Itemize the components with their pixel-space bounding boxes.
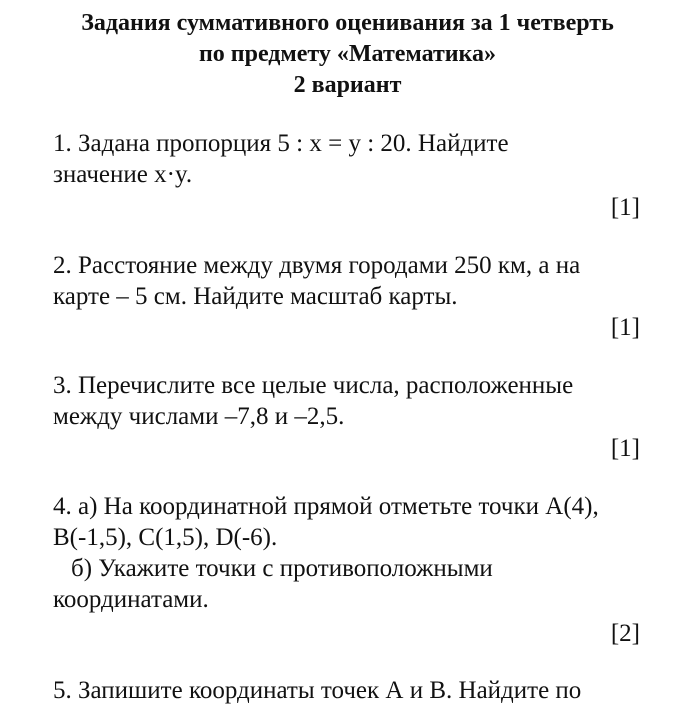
task-4-line-1: 4. а) На координатной прямой отметьте точки A(4),	[53, 493, 599, 520]
task-1-line-2: значение x·y.	[53, 161, 193, 188]
task-3-score: [1]	[610, 435, 640, 462]
task-5	[53, 675, 643, 706]
task-4	[53, 491, 643, 615]
task-1-line-1: 1. Задана пропорция 5 : x = y : 20. Найдите	[53, 130, 509, 157]
task-3-line-2: между числами –7,8 и –2,5.	[53, 403, 345, 430]
task-2	[53, 250, 643, 312]
task-2-line-2: карте – 5 см. Найдите масштаб карты.	[53, 283, 458, 310]
task-4-line-4: координатами.	[53, 586, 209, 613]
task-4-score: [2]	[610, 620, 640, 647]
task-4-line-2: B(-1,5), C(1,5), D(-6).	[53, 524, 278, 551]
task-3-line-1: 3. Перечислите все целые числа, расположенные	[53, 372, 574, 399]
task-1-score: [1]	[610, 194, 640, 221]
task-4-line-3: б) Укажите точки с противоположными	[71, 555, 493, 582]
task-3	[53, 370, 643, 432]
header-title-line-1: Задания суммативного оценивания за 1 четверть	[81, 10, 614, 36]
task-2-score: [1]	[610, 314, 640, 341]
task-5-line-1: 5. Запишите координаты точек А и В. Найдите по	[53, 677, 582, 704]
document-header	[0, 8, 695, 101]
header-title-line-2: по предмету «Математика»	[198, 41, 497, 67]
header-variant: 2 вариант	[293, 72, 402, 98]
task-1	[53, 128, 643, 190]
task-2-line-1: 2. Расстояние между двумя городами 250 км, а на	[53, 252, 581, 279]
